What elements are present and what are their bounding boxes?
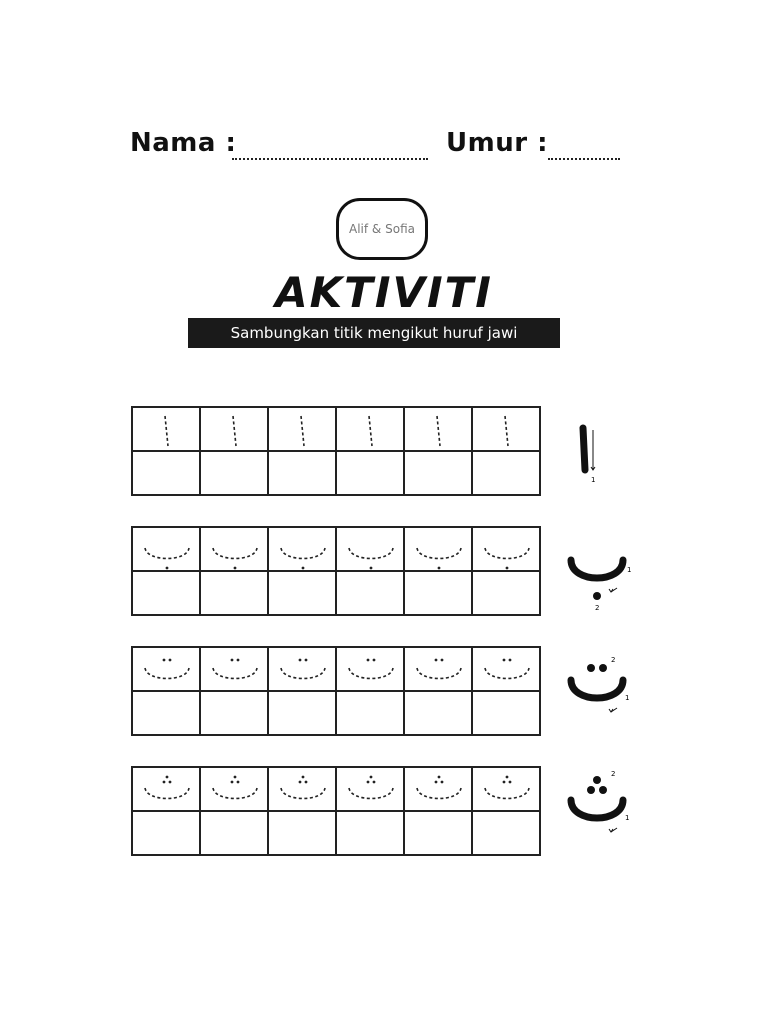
name-field[interactable] [232,158,428,160]
writing-cell-ba[interactable] [201,572,269,616]
trace-cell-ta[interactable] [405,648,473,692]
practice-row-ta [131,646,630,736]
trace-cell-ba[interactable] [405,528,473,572]
trace-cell-alif[interactable] [201,408,269,452]
writing-cell-ta[interactable] [473,692,541,736]
dotted-ba-guide [201,528,267,570]
trace-cell-ba[interactable] [269,528,337,572]
model-letter-ba [561,526,641,616]
writing-cell-alif[interactable] [201,452,269,496]
svg-text:2: 2 [595,604,600,612]
dotted-ta-guide [133,648,199,690]
svg-text:2: 2 [611,770,616,778]
dotted-ba-guide [269,528,335,570]
tracing-grid [131,646,541,736]
writing-cell-ba[interactable] [337,572,405,616]
writing-cell-ta[interactable] [337,692,405,736]
dotted-tha-guide [133,768,199,810]
writing-cell-alif[interactable] [405,452,473,496]
trace-cell-ta[interactable] [133,648,201,692]
svg-text:1: 1 [625,814,630,822]
trace-cell-tha[interactable] [201,768,269,812]
writing-cell-ta[interactable] [269,692,337,736]
dotted-tha-guide [473,768,539,810]
svg-text:2: 2 [611,656,616,664]
writing-cell-tha[interactable] [269,812,337,856]
trace-cell-tha[interactable] [133,768,201,812]
dotted-tha-guide [337,768,403,810]
age-label: Umur : [446,128,548,158]
dotted-alif-guide [473,408,539,450]
trace-cell-ta[interactable] [201,648,269,692]
dotted-alif-guide [201,408,267,450]
dotted-ba-guide [473,528,539,570]
writing-cell-alif[interactable] [269,452,337,496]
dotted-alif-guide [337,408,403,450]
dotted-alif-guide [133,408,199,450]
trace-cell-ba[interactable] [201,528,269,572]
dotted-alif-guide [405,408,471,450]
worksheet-title: AKTIVITI [275,268,493,317]
student-info-row [0,128,768,168]
model-letter-ta [561,646,641,736]
tracing-grid [131,526,541,616]
writing-cell-ta[interactable] [405,692,473,736]
trace-cell-ba[interactable] [473,528,541,572]
svg-text:1: 1 [591,476,596,484]
dotted-tha-guide [201,768,267,810]
tracing-grid [131,766,541,856]
dotted-tha-guide [269,768,335,810]
dotted-ba-guide [133,528,199,570]
writing-cell-tha[interactable] [473,812,541,856]
instruction-banner: Sambungkan titik mengikut huruf jawi [188,318,560,348]
practice-row-ba [131,526,632,616]
name-label: Nama : [130,128,237,158]
dotted-ta-guide [473,648,539,690]
writing-cell-ta[interactable] [133,692,201,736]
model-letter-alif [561,406,641,496]
dotted-ta-guide [201,648,267,690]
trace-cell-tha[interactable] [473,768,541,812]
svg-text:1: 1 [627,566,632,574]
trace-cell-alif[interactable] [405,408,473,452]
trace-cell-ba[interactable] [337,528,405,572]
writing-cell-ba[interactable] [133,572,201,616]
trace-cell-alif[interactable] [337,408,405,452]
dotted-ta-guide [405,648,471,690]
trace-cell-alif[interactable] [133,408,201,452]
dotted-ba-guide [337,528,403,570]
writing-cell-tha[interactable] [405,812,473,856]
age-field[interactable] [548,158,620,160]
trace-cell-tha[interactable] [337,768,405,812]
writing-cell-tha[interactable] [201,812,269,856]
brand-logo: Alif & Sofia [336,198,428,260]
dotted-ta-guide [337,648,403,690]
trace-cell-tha[interactable] [405,768,473,812]
trace-cell-tha[interactable] [269,768,337,812]
dotted-tha-guide [405,768,471,810]
trace-cell-ta[interactable] [337,648,405,692]
writing-cell-ba[interactable] [473,572,541,616]
writing-cell-ta[interactable] [201,692,269,736]
writing-cell-ba[interactable] [269,572,337,616]
writing-cell-alif[interactable] [337,452,405,496]
writing-cell-alif[interactable] [473,452,541,496]
trace-cell-alif[interactable] [269,408,337,452]
trace-cell-ba[interactable] [133,528,201,572]
trace-cell-alif[interactable] [473,408,541,452]
practice-row-tha [131,766,630,856]
writing-cell-tha[interactable] [337,812,405,856]
trace-cell-ta[interactable] [473,648,541,692]
writing-cell-ba[interactable] [405,572,473,616]
trace-cell-ta[interactable] [269,648,337,692]
dotted-ba-guide [405,528,471,570]
dotted-alif-guide [269,408,335,450]
svg-text:1: 1 [625,694,630,702]
practice-row-alif [131,406,596,496]
dotted-ta-guide [269,648,335,690]
model-letter-tha [561,766,641,856]
tracing-grid [131,406,541,496]
writing-cell-alif[interactable] [133,452,201,496]
writing-cell-tha[interactable] [133,812,201,856]
